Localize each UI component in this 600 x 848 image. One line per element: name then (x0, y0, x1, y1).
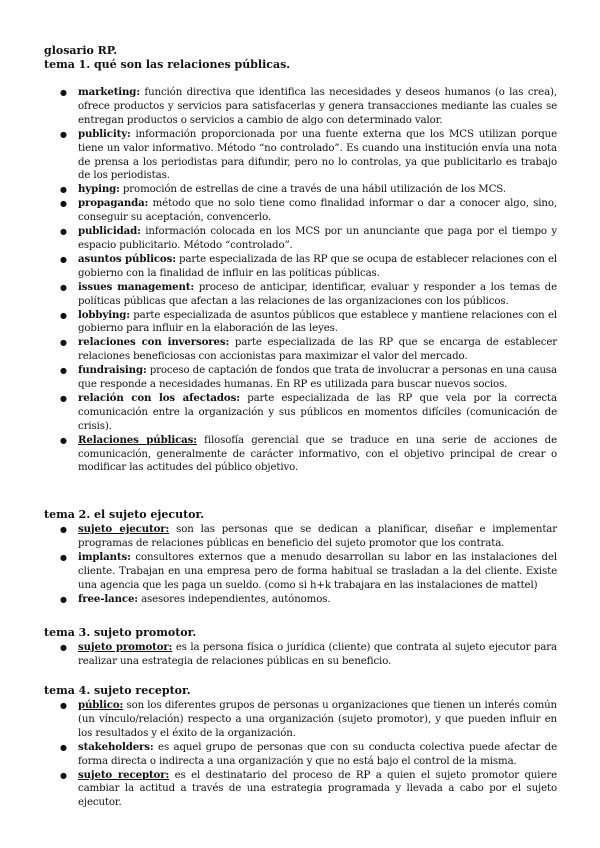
tema4-list (60, 699, 557, 810)
term-label: issues management: (78, 280, 195, 293)
tema2-title: tema 2. el sujeto ejecutor. (44, 508, 205, 521)
term-definition: consultores externos que a menudo desarrollan su labor en las instalaciones del cliente. Trabajan en una empresa pero de forma habitual se trasladan a la del cliente. Existe una agencia que les paga un sueldo. (como si h+k trabajara en las instalaciones de mattel) (78, 551, 557, 591)
term-definition: asesores independientes, autónomos. (141, 593, 331, 605)
list-item (60, 281, 557, 309)
glossary-title: glosario RP. (44, 44, 118, 57)
term-label: stakeholders: (78, 740, 154, 753)
term-definition: parte especializada de asuntos públicos que establece y mantiene relaciones con el gobierno para influir en la elaboración de las leyes. (78, 309, 557, 335)
term-label: público: (78, 699, 124, 711)
tema2-list (60, 523, 557, 606)
list-item (60, 197, 557, 225)
term-definition: es la persona física o jurídica (cliente) que contrata al sujeto ejecutor para realizar una estrategia de relaciones públicas en su beneficio. (78, 642, 557, 667)
term-label: sujeto receptor: (78, 768, 170, 781)
tema1-list (60, 86, 557, 475)
term-definition: filosofía gerencial que se traduce en una serie de acciones de comunicación, generalmente de carácter informativo, con el objetivo principal de crear o modificar las actitudes del público objetivo. (78, 434, 557, 474)
list-item (60, 225, 557, 253)
term-definition: función directiva que identifica las necesidades y deseos humanos (o las crea), ofrece productos y servicios para satisfacerlas y genera transacciones mediante las cuales se entregan productos o servicios a cambio de algo con determinado valor. (78, 87, 557, 126)
term-label: implants: (78, 550, 131, 563)
term-label: publicity: (78, 127, 131, 140)
term-definition: parte especializada de las RP que vela por la correcta comunicación entre la organización y sus públicos en momentos difíciles (comunicación de crisis). (78, 392, 557, 432)
term-definition: método que no solo tiene como finalidad informar o dar a conocer algo, sino, conseguir su aceptación, convencerlo. (78, 198, 557, 224)
term-definition: promoción de estrellas de cine a través de una hábil utilización de los MCS. (122, 184, 506, 196)
term-definition: es aquel grupo de personas que con su conducta colectiva puede afectar de forma directa o indirecta a una organización y que no está bajo el control de la misma. (78, 741, 557, 767)
term-definition: parte especializada de las RP que se encarga de establecer relaciones beneficiosas con accionistas para maximizar el valor del mercado. (78, 337, 557, 363)
term-definition: proceso de captación de fondos que trata de involucrar a personas en una causa que responde a necesidades humanas. En RP es utilizada para buscar nuevos socios. (78, 365, 557, 391)
list-item (60, 364, 557, 392)
term-definition: parte especializada de las RP que se ocupa de establecer relaciones con el gobierno con la finalidad de influir en las políticas públicas. (78, 253, 558, 279)
term-label: marketing: (78, 86, 140, 98)
list-item (60, 523, 557, 551)
term-label: asuntos públicos: (78, 252, 176, 265)
term-definition: información colocada en los MCS por un anunciante que paga por el tiempo y espacio publicitario. Método “controlado”. (78, 226, 557, 251)
term-label: relaciones con inversores: (78, 336, 230, 349)
list-item (60, 86, 557, 128)
term-label: publicidad: (78, 225, 141, 238)
list-item (60, 741, 557, 769)
list-item (60, 336, 557, 364)
list-item (60, 699, 557, 741)
term-label: sujeto promotor: (78, 641, 173, 653)
tema4-title: tema 4. sujeto receptor. (44, 684, 191, 697)
list-item (60, 128, 557, 184)
term-label: Relaciones públicas: (78, 433, 197, 446)
list-item (60, 183, 557, 197)
term-label: sujeto ejecutor: (78, 523, 170, 535)
term-label: hyping: (78, 183, 120, 196)
term-label: free-lance: (78, 592, 138, 605)
tema3-title: tema 3. sujeto promotor. (44, 626, 197, 639)
term-label: propaganda: (78, 197, 149, 210)
term-label: lobbying: (78, 308, 130, 321)
list-item (60, 434, 557, 476)
list-item (60, 309, 557, 337)
list-item (60, 551, 557, 593)
term-definition: son las personas que se dedican a planificar, diseñar e implementar programas de relaciones públicas en beneficio del sujeto promotor que los contrata. (78, 524, 558, 549)
term-definition: proceso de anticipar, identificar, evaluar y responder a los temas de políticas públicas que afectan a las relaciones de las organizaciones con los públicos. (78, 281, 557, 307)
list-item (60, 253, 557, 281)
term-definition: es el destinatario del proceso de RP a quien el sujeto promotor quiere cambiar la actitud a través de una estrategia programada y llevada a cabo por el sujeto ejecutor. (78, 769, 557, 809)
term-definition: información proporcionada por una fuente externa que los MCS utilizan porque tiene un valor informativo. Método “no controlado”. Es cuando una institución envía una nota de prensa a los periodistas para difundir, pero no lo controlas, ya que publicitarlo es trabajo de los periodistas. (78, 128, 557, 182)
term-label: fundraising: (78, 364, 147, 377)
list-item (60, 593, 557, 607)
term-label: relación con los afectados: (78, 391, 240, 404)
list-item (60, 392, 557, 434)
list-item (60, 769, 557, 811)
tema1-title: tema 1. qué son las relaciones públicas. (44, 58, 291, 71)
list-item (60, 641, 557, 669)
term-definition: son los diferentes grupos de personas u organizaciones que tienen un interés común (un vínculo/relación) respecto a una organización (sujeto promotor), y que pueden influir en los resultados y el éxito de la organización. (78, 700, 557, 739)
tema3-list (60, 641, 557, 669)
